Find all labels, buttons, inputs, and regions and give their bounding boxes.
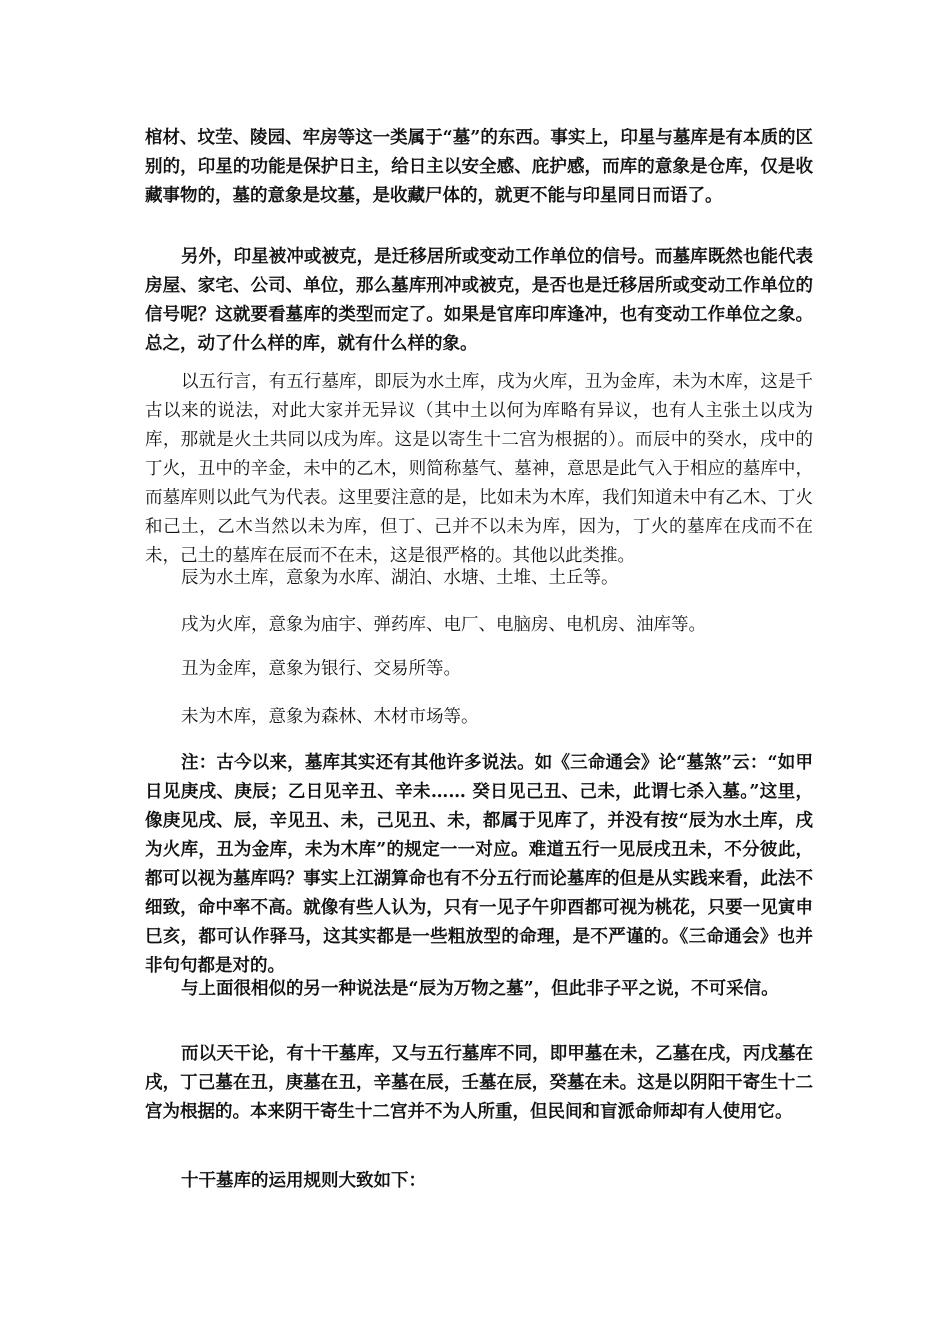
paragraph-10: 而以天干论，有十干墓库，又与五行墓库不同，即甲墓在未，乙墓在戌，丙戊墓在戌，丁己墓在丑，庚墓在丑，辛墓在辰，壬墓在辰，癸墓在未。这是以阴阳干寄生十二宫为根据的。本来阴干寄生十二宫并不为人所重，但民间和盲派命师却有人使用它。: [145, 1044, 813, 1122]
paragraph-4: 辰为水土库，意象为水库、湖泊、水塘、土堆、土丘等。: [181, 568, 619, 588]
paragraph-3: 以五行言，有五行墓库，即辰为水土库，戌为火库，丑为金库，未为木库，这是千古以来的说法，对此大家并无异议（其中土以何为库略有异议，也有人主张土以戌为库，那就是火土共同以戌为库。这是以寄生十二宫为根据的）。而辰中的癸水，戌中的丁火，丑中的辛金，未中的乙木，则简称墓气、墓神，意思是此气入于相应的墓库中，而墓库则以此气为代表。这里要注意的是，比如未为木库，我们知道未中有乙木、丁火和己土，乙木当然以未为库，但丁、己并不以未为库，因为，丁火的墓库在戌而不在未，己土的墓库在辰而不在未，这是很严格的。其他以此类推。: [145, 372, 813, 566]
paragraph-7: 未为木库，意象为森林、木材市场等。: [181, 707, 479, 727]
paragraph-11: 十干墓库的运用规则大致如下：: [181, 1171, 426, 1191]
paragraph-6: 丑为金库，意象为银行、交易所等。: [181, 659, 461, 679]
paragraph-note: 注：古今以来，墓库其实还有其他许多说法。如《三命通会》论“墓煞”云：“如甲日见庚戌、庚辰；乙日见辛丑、辛未…… 癸日见己丑、己未，此谓七杀入墓。”这里，像庚见戌、辰，辛见丑、未，己见丑、未，都属于见库了，并没有按“辰为水土库，戌为火库，丑为金库，未为木库”的规定一一对应。难道五行一见辰戌丑未，不分彼此，都可以视为墓库吗？事实上江湖算命也有不分五行而论墓库的但是从实践来看，此法不细致，命中率不高。就像有些人认为，只有一见子午卯酉都可视为桃花，只要一见寅申巳亥，都可认作驿马，这其实都是一些粗放型的命理，是不严谨的。《三命通会》也并非句句都是对的。: [145, 753, 813, 976]
paragraph-1: 棺材、坟茔、陵园、牢房等这一类属于“墓”的东西。事实上，印星与墓库是有本质的区别的，印星的功能是保护日主，给日主以安全感、庇护感，而库的意象是仓库，仅是收藏事物的，墓的意象是坟墓，是收藏尸体的，就更不能与印星同日而语了。: [145, 128, 813, 206]
paragraph-9: 与上面很相似的另一种说法是“辰为万物之墓”，但此非子平之说，不可采信。: [181, 979, 779, 999]
paragraph-2: 另外，印星被冲或被克，是迁移居所或变动工作单位的信号。而墓库既然也能代表房屋、家宅、公司、单位，那么墓库刑冲或被克，是否也是迁移居所或变动工作单位的信号呢？这就要看墓库的类型而定了。如果是官库印库逢冲，也有变动工作单位之象。总之，动了什么样的库，就有什么样的象。: [145, 247, 813, 354]
paragraph-5: 戌为火库，意象为庙宇、弹药库、电厂、电脑房、电机房、油库等。: [181, 615, 706, 635]
